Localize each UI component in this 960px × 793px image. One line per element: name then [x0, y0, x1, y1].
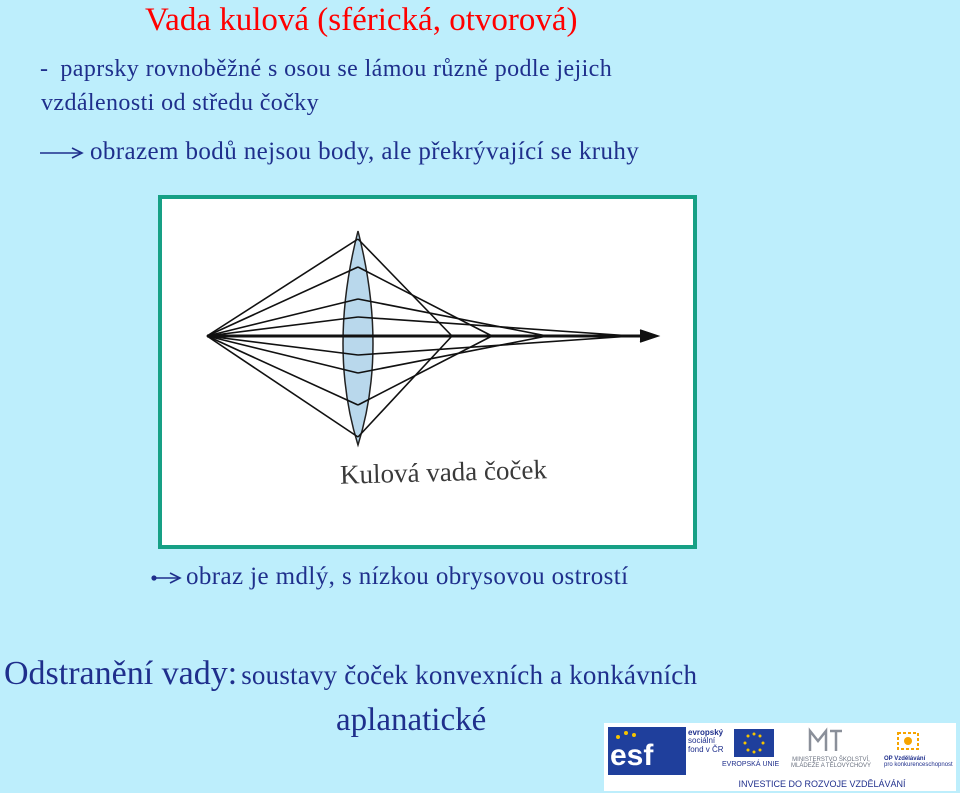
esf-label-3: fond v ČR [688, 744, 724, 754]
result-line [150, 563, 628, 592]
consequence-line [40, 138, 639, 167]
figure-caption: Kulová vada čoček [339, 454, 548, 490]
esf-label-2: sociální [688, 736, 716, 746]
bullet-line-2: vzdálenosti od středu čočky [41, 90, 320, 116]
logos-footer: INVESTICE DO ROZVOJE VZDĚLÁVÁNÍ [738, 779, 906, 789]
msmt-logo [806, 727, 846, 755]
eu-label: EVROPSKÁ UNIE [722, 761, 780, 768]
funding-logos-bar [604, 723, 956, 791]
msmt-label-1: MINISTERSTVO ŠKOLSTVÍ, [792, 757, 870, 763]
right-arrow-icon [150, 564, 186, 592]
lens-diagram [162, 199, 693, 545]
esf-label-1: evropský [688, 728, 724, 737]
slide-title: Vada kulová (sférická, otvorová) [145, 2, 578, 38]
op-logo-icon [894, 727, 924, 753]
spherical-aberration-figure [158, 195, 697, 549]
axis-arrowhead [640, 330, 658, 342]
right-arrow-icon [40, 139, 90, 167]
op-label-2: pro konkurenceschopnost [884, 762, 953, 769]
eu-flag-icon [734, 729, 774, 757]
refracted-rays [358, 239, 632, 437]
remedy-line-2: aplanatické [336, 702, 487, 738]
remedy-text: soustavy čoček konvexních a konkávních [241, 660, 698, 690]
svg-text:esf: esf [610, 739, 654, 772]
bullet-text-1: paprsky rovnoběžné s osou se lámou různě podle jejich [60, 56, 613, 82]
remedy-lead: Odstranění vady: [4, 655, 238, 692]
esf-logo [608, 727, 686, 775]
result-text: obraz je mdlý, s nízkou obrysovou ostrostí [186, 563, 629, 590]
bullet-dash: - [40, 56, 49, 82]
lens-shape [343, 231, 373, 445]
remedy-line [4, 655, 697, 693]
op-label-1: OP Vzdělávání [884, 756, 926, 762]
incident-rays [207, 239, 358, 437]
msmt-label-2: MLÁDEŽE A TĚLOVÝCHOVY [791, 763, 871, 770]
consequence-text: obrazem bodů nejsou body, ale překrývající se kruhy [90, 138, 640, 165]
bullet-line-1 [40, 56, 612, 83]
